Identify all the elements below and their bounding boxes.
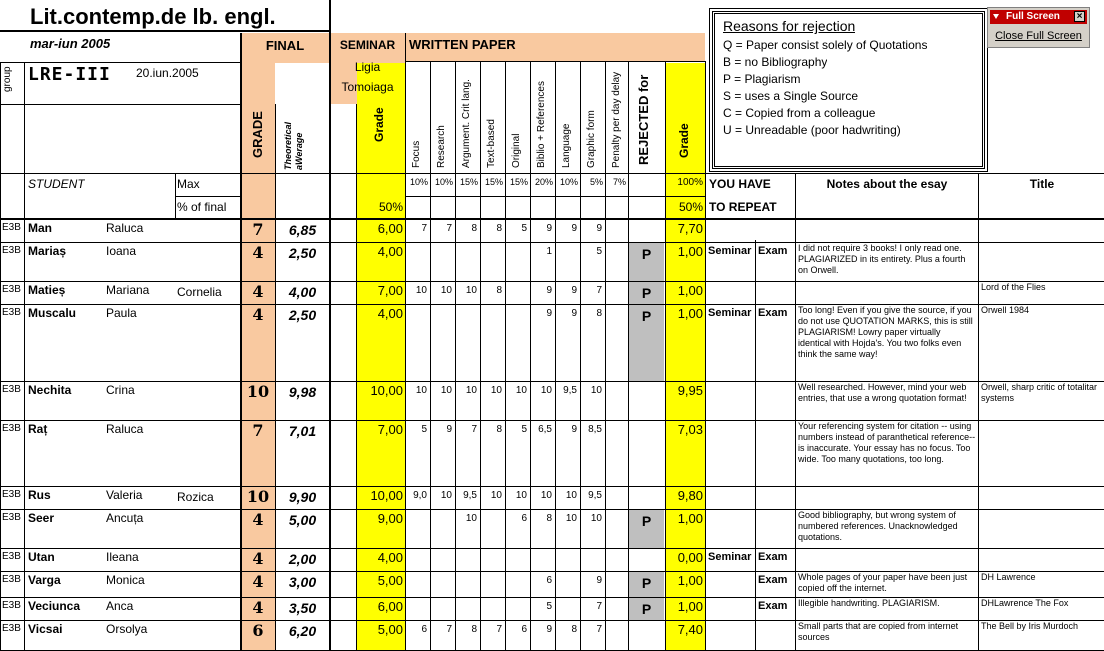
group-cell: E3B (2, 574, 21, 585)
close-icon[interactable]: × (1074, 11, 1085, 22)
notes-cell: Well researched. However, mind your web entries, that use a wrong quotation format! (798, 382, 967, 403)
wp-grade: 1,00 (677, 511, 703, 526)
essay-title (981, 220, 1104, 241)
final-grade: 4 (252, 598, 264, 617)
rejected-reason: P (641, 575, 652, 591)
seminar-grade: 4,00 (377, 306, 403, 321)
criterion-score: 9 (546, 308, 552, 319)
seminar-grade: 6,00 (377, 599, 403, 614)
criterion-header-1: Research (436, 125, 447, 168)
criterion-score: 1 (546, 246, 552, 257)
criterion-score: 10 (565, 513, 577, 524)
criterion-header-4: Original (511, 133, 522, 168)
final-grade: 4 (252, 282, 264, 301)
rejected-header: REJECTED for (636, 74, 651, 165)
rejected-reason: P (641, 308, 652, 324)
criterion-score: 10 (465, 285, 477, 296)
criterion-header-0: Focus (411, 140, 422, 168)
theoretical-average-header: Theoretical aWerage (283, 121, 304, 170)
legend-item-bibliography: B = no Bibliography (723, 55, 828, 69)
final-grade: 4 (252, 572, 264, 591)
rejected-reason: P (641, 285, 652, 301)
seminar-grade: 4,00 (377, 550, 403, 565)
theoretical-average: 6,85 (288, 222, 317, 238)
last-name: Raț (28, 422, 48, 436)
criterion-score: 9 (571, 424, 577, 435)
repeat-exam: Exam (758, 245, 788, 257)
to-repeat-header: TO REPEAT (709, 200, 777, 214)
grid-line (175, 173, 176, 218)
criterion-score: 10 (440, 490, 452, 501)
first-name: Valeria (106, 488, 143, 502)
last-name: Vicsai (28, 622, 63, 636)
criterion-score: 6 (421, 624, 427, 635)
last-name: Veciunca (28, 599, 81, 613)
notes-cell: Good bibliography, but wrong system of numbered references. Unacknowledged quotations. (798, 510, 958, 542)
criterion-score: 8 (496, 285, 502, 296)
theoretical-average: 9,90 (288, 489, 317, 505)
criterion-score: 10 (440, 285, 452, 296)
legend-title: Reasons for rejection (723, 18, 856, 34)
theoretical-average: 2,50 (288, 245, 317, 261)
criterion-header-8: Penalty per day delay (611, 71, 622, 168)
criterion-score: 9 (571, 223, 577, 234)
criterion-score: 6 (521, 513, 527, 524)
you-have-header: YOU HAVE (709, 177, 771, 191)
final-grade: 4 (252, 549, 264, 568)
criterion-score: 8 (471, 223, 477, 234)
notes-cell: Whole pages of your paper have been just copied off the internet. (798, 572, 968, 593)
theoretical-average: 6,20 (288, 623, 317, 639)
last-name: Varga (28, 573, 61, 587)
seminar-final-pct: 50% (378, 200, 403, 214)
criterion-header-2: Argument. Crit lang. (461, 79, 472, 168)
seminar-teacher-last: Tomoiaga (341, 80, 394, 94)
legend-item-plagiarism: P = Plagiarism (723, 72, 801, 86)
criterion-score: 8 (471, 624, 477, 635)
criterion-score: 7 (496, 624, 502, 635)
essay-title: Orwell, sharp critic of totalitar systems (981, 382, 1098, 403)
essay-title (981, 487, 1104, 508)
criterion-score: 9 (571, 285, 577, 296)
final-grade: 10 (246, 382, 270, 401)
group-cell: E3B (2, 245, 21, 256)
first-name: Monica (106, 573, 145, 587)
criterion-score: 8 (496, 424, 502, 435)
wp-grade: 1,00 (677, 283, 703, 298)
last-name: Mariaș (28, 244, 67, 258)
criterion-score: 10 (490, 490, 502, 501)
criterion-score: 5 (521, 223, 527, 234)
wp-grade: 0,00 (677, 550, 703, 565)
criterion-score: 9,0 (413, 490, 427, 501)
group-cell: E3B (2, 384, 21, 395)
criterion-score: 7 (446, 624, 452, 635)
criterion-score: 9 (596, 575, 602, 586)
first-name: Ioana (106, 244, 137, 258)
criterion-score: 10 (590, 513, 602, 524)
repeat-exam: Exam (758, 307, 788, 319)
final-grade: 6 (252, 621, 264, 640)
criterion-score: 7 (421, 223, 427, 234)
group-cell: E3B (2, 512, 21, 523)
date-label: 20.iun.2005 (136, 66, 199, 80)
pct-final-label: % of final (177, 200, 227, 214)
criterion-score: 10 (465, 513, 477, 524)
essay-title: DH Lawrence (981, 572, 1036, 582)
last-name: Utan (28, 550, 55, 564)
criterion-score: 10 (490, 385, 502, 396)
wp-grade-header: Grade (677, 123, 691, 158)
criterion-score: 10 (540, 385, 552, 396)
criterion-score: 8 (496, 223, 502, 234)
final-grade: 7 (252, 421, 264, 440)
essay-title (981, 510, 1104, 547)
final-grade: 10 (246, 487, 270, 506)
criterion-score: 8 (546, 513, 552, 524)
wp-grade: 1,00 (677, 573, 703, 588)
theoretical-average: 3,00 (288, 574, 317, 590)
fullscreen-title: Full Screen (1006, 11, 1060, 22)
max-label: Max (177, 177, 200, 191)
criterion-score: 9,5 (463, 490, 477, 501)
theoretical-average: 7,01 (288, 423, 317, 439)
group-cell: E3B (2, 222, 21, 233)
criterion-pct-4: 15% (509, 177, 528, 187)
notes-cell: Your referencing system for citation -- using numbers instead of paranthetical reference-- is inaccurate. Your essay has no focus. Too wide. Too many quotations, too long. (798, 421, 976, 464)
rejected-reason: P (641, 601, 652, 617)
notes-cell (798, 549, 976, 570)
seminar-teacher-first: Ligia (354, 60, 381, 74)
fullscreen-titlebar (990, 10, 1087, 24)
wp-grade: 7,03 (677, 422, 703, 437)
wp-grade: 1,00 (677, 306, 703, 321)
notes-cell: I did not require 3 books! I only read one. PLAGIARIZED in its entirety. Plus a fourth on Orwell. (798, 243, 966, 275)
page-title: Lit.contemp.de lb. engl. (30, 4, 276, 29)
wp-pct: 100% (677, 177, 703, 188)
criterion-score: 10 (415, 285, 427, 296)
group-cell: E3B (2, 284, 21, 295)
criterion-pct-6: 10% (559, 177, 578, 187)
criterion-pct-3: 15% (484, 177, 503, 187)
group-cell: E3B (2, 600, 21, 611)
notes-cell: Too long! Even if you give the source, if you do not use QUOTATION MARKS, this is still PLAGIARISM! Lowry paper virtually identical with Hojda's. You two folks even think the same way! (798, 305, 973, 359)
criterion-header-6: Language (561, 123, 572, 168)
criterion-pct-8: 7% (612, 177, 626, 187)
student-label: STUDENT (28, 177, 85, 191)
wp-grade: 1,00 (677, 599, 703, 614)
last-name: Nechita (28, 383, 72, 397)
criterion-score: 6,5 (538, 424, 552, 435)
criterion-pct-0: 10% (409, 177, 428, 187)
grid-line (0, 104, 240, 105)
grid-line (405, 196, 705, 197)
period-label: mar-iun 2005 (30, 36, 111, 51)
criterion-score: 7 (596, 624, 602, 635)
criterion-score: 6 (546, 575, 552, 586)
notes-cell (798, 487, 976, 508)
seminar-grade: 5,00 (377, 622, 403, 637)
wp-final-pct: 50% (678, 200, 703, 214)
notes-cell: Small parts that are copied from internet sources (798, 621, 959, 642)
criterion-header-7: Graphic form (586, 110, 597, 168)
rejected-reason: P (641, 513, 652, 529)
essay-title (981, 549, 1104, 570)
notes-cell (798, 220, 976, 241)
criterion-score: 8 (596, 308, 602, 319)
first-name: Ileana (106, 550, 139, 564)
legend-item-quotations: Q = Paper consist solely of Quotations (723, 38, 928, 52)
criterion-pct-2: 15% (459, 177, 478, 187)
criterion-score: 5 (521, 424, 527, 435)
theoretical-average: 2,00 (288, 551, 317, 567)
grid-line (0, 173, 1104, 174)
first-name: Mariana (106, 283, 150, 297)
criterion-score: 10 (515, 490, 527, 501)
grid-line (405, 61, 705, 62)
criterion-score: 9 (446, 424, 452, 435)
criterion-score: 10 (515, 385, 527, 396)
essay-title: DHLawrence The Fox (981, 598, 1069, 608)
theoretical-average: 3,50 (288, 600, 317, 616)
essay-title: The Bell by Iris Murdoch (981, 621, 1079, 631)
first-name: Anca (106, 599, 134, 613)
grid-line (175, 196, 241, 197)
final-grade: 7 (252, 220, 264, 239)
group-label: group (2, 66, 13, 92)
criterion-header-5: Biblio + References (536, 81, 547, 168)
group-cell: E3B (2, 489, 21, 500)
essay-title (981, 243, 1104, 280)
first-name: Raluca (106, 422, 144, 436)
essay-title: Lord of the Flies (981, 282, 1046, 292)
criterion-score: 7 (471, 424, 477, 435)
criterion-score: 8 (571, 624, 577, 635)
criterion-pct-1: 10% (434, 177, 453, 187)
notes-cell (798, 282, 976, 303)
criterion-score: 10 (565, 490, 577, 501)
last-name: Seer (28, 511, 55, 525)
criterion-score: 5 (421, 424, 427, 435)
group-cell: E3B (2, 551, 21, 562)
final-grade: 4 (252, 305, 264, 324)
first-name: Orsolya (106, 622, 148, 636)
seminar-grade: 5,00 (377, 573, 403, 588)
criterion-header-3: Text-based (486, 119, 497, 168)
close-fullscreen-button[interactable]: Close Full Screen (995, 30, 1082, 42)
rejection-legend (712, 11, 985, 169)
theoretical-average: 4,00 (288, 284, 317, 300)
group-cell: E3B (2, 423, 21, 434)
criterion-score: 9 (546, 285, 552, 296)
essay-title: Orwell 1984 (981, 305, 1030, 315)
criterion-score: 10 (465, 385, 477, 396)
first-name: Crina (106, 383, 135, 397)
criterion-score: 9,5 (588, 490, 602, 501)
seminar-grade: 10,00 (370, 488, 403, 503)
seminar-grade: 6,00 (377, 221, 403, 236)
last-name: Muscalu (28, 306, 77, 320)
final-header: FINAL (265, 38, 305, 53)
legend-item-unreadable: U = Unreadable (poor hadwriting) (723, 123, 901, 137)
criterion-pct-5: 20% (534, 177, 553, 187)
seminar-grade: 7,00 (377, 283, 403, 298)
repeat-exam: Exam (758, 551, 788, 563)
seminar-grade: 10,00 (370, 383, 403, 398)
middle-name: Rozica (177, 490, 214, 504)
wp-grade: 9,95 (677, 383, 703, 398)
wp-grade: 7,40 (677, 622, 703, 637)
grid-line (0, 62, 240, 63)
fullscreen-red-icon (993, 14, 999, 19)
first-name: Raluca (106, 221, 144, 235)
course-code: LRE-III (28, 64, 111, 85)
legend-item-single-source: S = uses a Single Source (723, 89, 859, 103)
seminar-grade: 7,00 (377, 422, 403, 437)
criterion-score: 7 (596, 285, 602, 296)
criterion-score: 6 (521, 624, 527, 635)
seminar-header: SEMINAR (339, 38, 396, 52)
grid-line (0, 30, 329, 32)
wp-grade: 9,80 (677, 488, 703, 503)
written-paper-header: WRITTEN PAPER (409, 37, 516, 52)
criterion-score: 10 (440, 385, 452, 396)
repeat-seminar: Seminar (708, 307, 752, 319)
legend-item-copied: C = Copied from a colleague (723, 106, 876, 120)
wp-grade: 1,00 (677, 244, 703, 259)
title-header: Title (1029, 177, 1055, 191)
criterion-score: 9 (596, 223, 602, 234)
repeat-seminar: Seminar (708, 245, 752, 257)
final-grade: 4 (252, 510, 264, 529)
repeat-exam: Exam (758, 600, 788, 612)
notes-cell: Illegible handwriting. PLAGIARISM. (798, 598, 940, 608)
criterion-score: 10 (540, 490, 552, 501)
group-cell: E3B (2, 307, 21, 318)
criterion-score: 10 (590, 385, 602, 396)
seminar-grade: 4,00 (377, 244, 403, 259)
first-name: Paula (106, 306, 137, 320)
last-name: Rus (28, 488, 51, 502)
wp-grade: 7,70 (677, 221, 703, 236)
repeat-seminar: Seminar (708, 551, 752, 563)
rejected-reason: P (641, 246, 652, 262)
notes-header: Notes about the esay (826, 177, 948, 191)
criterion-pct-7: 5% (589, 177, 603, 187)
criterion-score: 8,5 (588, 424, 602, 435)
theoretical-average: 9,98 (288, 384, 317, 400)
last-name: Matieș (28, 283, 66, 297)
criterion-score: 9 (571, 308, 577, 319)
theoretical-average: 5,00 (288, 512, 317, 528)
fullscreen-toolbar (987, 7, 1090, 48)
criterion-score: 9 (546, 223, 552, 234)
criterion-score: 10 (415, 385, 427, 396)
middle-name: Cornelia (177, 285, 222, 299)
seminar-grade: 9,00 (377, 511, 403, 526)
group-cell: E3B (2, 623, 21, 634)
criterion-score: 7 (596, 601, 602, 612)
criterion-score: 7 (446, 223, 452, 234)
final-grade: 4 (252, 243, 264, 262)
seminar-grade-header: Grade (372, 107, 386, 142)
last-name: Man (28, 221, 52, 235)
criterion-score: 9,5 (563, 385, 577, 396)
repeat-exam: Exam (758, 574, 788, 586)
criterion-score: 5 (596, 246, 602, 257)
essay-title (981, 421, 1104, 485)
first-name: Ancuța (106, 511, 144, 525)
grade-header: GRADE (250, 111, 265, 158)
criterion-score: 5 (546, 601, 552, 612)
criterion-score: 9 (546, 624, 552, 635)
theoretical-average: 2,50 (288, 307, 317, 323)
